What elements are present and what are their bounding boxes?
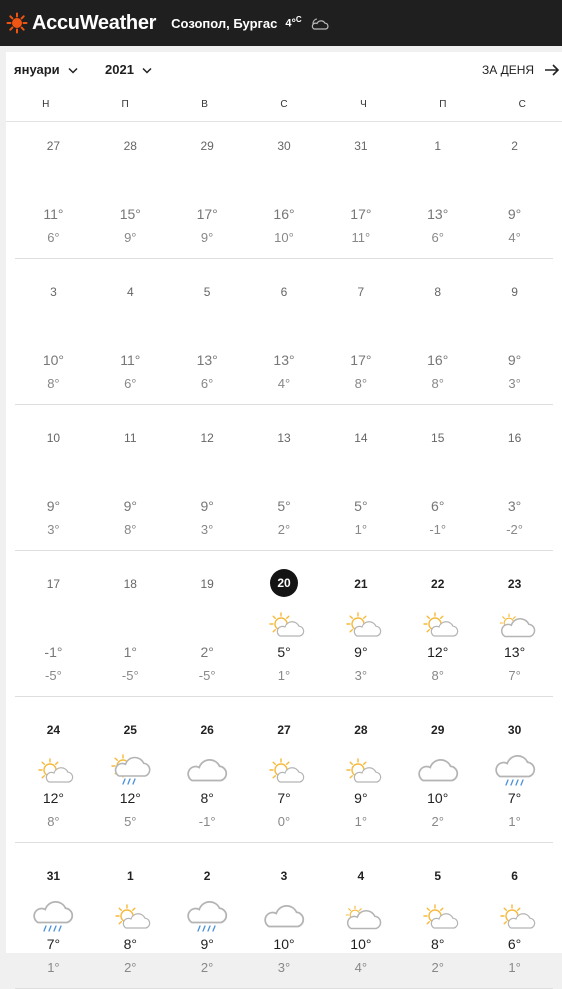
rain-icon [34,902,72,934]
day-number: 17 [46,577,61,591]
high-temperature: 5° [277,644,291,660]
calendar-day-cell[interactable] [246,852,323,988]
top-bar [0,0,562,46]
day-number: 24 [46,723,61,737]
low-temperature: 11° [351,230,371,245]
low-temperature: 1° [508,814,521,829]
day-number: 1 [434,139,442,153]
high-temperature: 13° [196,352,218,368]
calendar-day-cell[interactable] [169,852,246,988]
low-temperature: 1° [508,960,521,975]
day-number: 19 [200,577,214,591]
cloudy-icon [265,902,303,934]
high-temperature: 9° [507,352,522,368]
current-temp-unit: C [295,14,302,24]
high-temperature: 17° [350,206,372,222]
calendar-week-row [15,414,553,551]
calendar-day-cell[interactable] [15,706,92,842]
calendar-day-cell[interactable] [92,560,169,696]
day-number: 16 [507,431,522,445]
mostly-cloudy-icon [496,610,534,642]
day-number: 8 [434,285,442,299]
calendar-week-row [15,706,553,843]
high-temperature: 9° [354,644,368,660]
day-number: 31 [354,139,368,153]
low-temperature: 5° [124,814,137,829]
low-temperature: 4° [354,960,368,975]
calendar-day-cell[interactable] [399,414,476,550]
low-temperature: 2° [277,522,291,537]
low-temperature: 3° [508,376,521,391]
partly-sunny-icon [34,756,72,788]
weekday-label: Ч [360,99,367,110]
low-temperature: 8° [124,522,137,537]
calendar-day-cell[interactable] [322,122,399,258]
day-number: 4 [126,285,134,299]
low-temperature: -2° [506,522,523,537]
low-temperature: 10° [274,230,294,245]
high-temperature: 9° [46,498,61,514]
day-number: 7 [357,285,365,299]
calendar-week-row [15,268,553,405]
high-temperature: 9° [123,498,137,514]
high-temperature: 16° [427,352,449,368]
cloudy-icon [188,756,226,788]
day-number: 14 [354,431,368,445]
day-number: 22 [431,577,445,591]
day-number: 15 [431,431,445,445]
high-temperature: 17° [196,206,218,222]
low-temperature: 6° [431,230,444,245]
low-temperature: 9° [200,230,214,245]
low-temperature: 8° [431,376,444,391]
day-number: 3 [50,285,57,299]
high-temperature: 6° [431,498,445,514]
day-number: 5 [434,869,442,883]
weekday-label: Н [42,99,50,110]
low-temperature: 8° [47,376,60,391]
calendar-day-cell[interactable] [246,414,323,550]
calendar-day-cell[interactable] [399,560,476,696]
day-number: 11 [124,431,137,445]
low-temperature: 0° [277,814,291,829]
weekday-label: П [439,99,447,110]
low-temperature: -5° [198,668,216,683]
low-temperature: 6° [200,376,214,391]
accuweather-sun-logo-icon [6,12,28,34]
high-temperature: 3° [507,498,522,514]
calendar-day-cell[interactable] [169,268,246,404]
calendar-day-cell[interactable] [399,268,476,404]
day-number: 6 [511,869,518,883]
month-select-label: януари [14,62,60,77]
calendar-week-row [15,852,553,989]
low-temperature: -5° [121,668,139,683]
day-number: 6 [280,285,288,299]
arrow-right-icon[interactable] [544,63,560,82]
calendar-day-cell[interactable] [476,560,553,696]
today-day-number: 20 [270,569,298,597]
partly-sunny-icon [265,756,303,788]
calendar-day-cell[interactable] [15,852,92,988]
low-temperature: 4° [277,376,291,391]
partly-sunny-icon [111,902,149,934]
low-temperature: 1° [354,814,368,829]
calendar-day-cell[interactable] [246,560,323,696]
calendar-day-cell[interactable] [169,706,246,842]
low-temperature: 9° [124,230,137,245]
partly-sunny-icon [419,902,457,934]
calendar-week-row [15,560,553,697]
day-number: 29 [200,139,214,153]
day-number: 2 [203,869,211,883]
high-temperature: 7° [507,790,522,806]
low-temperature: 2° [200,960,214,975]
high-temperature: 5° [277,498,291,514]
low-temperature: 6° [124,376,137,391]
day-number: 5 [203,285,211,299]
calendar-day-cell[interactable] [15,414,92,550]
weekday-label: П [121,99,129,110]
calendar-controls [6,52,562,98]
low-temperature: -1° [198,814,216,829]
low-temperature: 3° [277,960,291,975]
calendar-day-cell[interactable] [476,268,553,404]
sun-showers-icon [111,756,149,788]
day-number: 30 [277,139,291,153]
high-temperature: 8° [431,936,445,952]
year-select[interactable] [105,62,152,77]
high-temperature: 11° [120,352,141,368]
day-number: 13 [277,431,291,445]
high-temperature: 13° [273,352,295,368]
day-number: 30 [507,723,522,737]
low-temperature: 8° [354,376,368,391]
calendar-day-cell[interactable] [92,268,169,404]
brand-name: AccuWeather [32,11,157,34]
high-temperature: 9° [200,498,214,514]
high-temperature: 10° [42,352,65,368]
calendar-day-cell[interactable] [246,706,323,842]
calendar-day-cell[interactable] [15,560,92,696]
calendar-day-cell[interactable] [476,706,553,842]
calendar-day-cell[interactable] [322,414,399,550]
high-temperature: 6° [507,936,522,952]
low-temperature: 4° [508,230,521,245]
high-temperature: 10° [273,936,295,952]
low-temperature: 8° [47,814,60,829]
weekday-label: С [280,99,288,110]
high-temperature: 10° [350,936,372,952]
day-number: 3 [280,869,288,883]
accuweather-logo[interactable] [6,12,156,35]
high-temperature: 10° [427,790,449,806]
low-temperature: -5° [45,668,62,683]
calendar-day-cell[interactable] [169,414,246,550]
high-temperature: 9° [507,206,522,222]
high-temperature: 13° [504,644,526,660]
calendar-day-cell[interactable] [169,122,246,258]
high-temperature: 16° [273,206,295,222]
year-select-label: 2021 [105,62,134,77]
day-number: 12 [200,431,214,445]
low-temperature: 2° [431,960,444,975]
low-temperature: 3° [200,522,214,537]
high-temperature: 12° [42,790,65,806]
day-number: 25 [123,723,137,737]
high-temperature: 9° [200,936,214,952]
weekday-header [6,99,562,119]
high-temperature: 1° [123,644,137,660]
low-temperature: 2° [431,814,444,829]
calendar-day-cell[interactable] [246,268,323,404]
partly-sunny-icon [419,610,457,642]
day-number: 27 [277,723,291,737]
high-temperature: 8° [200,790,214,806]
day-number: 31 [46,869,61,883]
day-number: 28 [123,139,137,153]
calendar-panel [6,52,562,975]
high-temperature: 15° [119,206,141,222]
current-temp-value: 4° [285,17,296,30]
calendar-week-row [15,122,553,259]
weekday-label: В [201,99,208,110]
high-temperature: 7° [277,790,291,806]
mostly-cloudy-night-icon [308,15,330,31]
location-name[interactable]: Созопол, Бургас [171,15,278,31]
high-temperature: -1° [44,644,63,660]
low-temperature: 1° [47,960,60,975]
low-temperature: 8° [431,668,444,683]
calendar-day-cell[interactable] [399,706,476,842]
cloudy-icon [419,756,457,788]
partly-sunny-icon [342,610,380,642]
rain-icon [188,902,226,934]
day-number: 18 [123,577,137,591]
calendar-day-cell[interactable] [399,852,476,988]
low-temperature: 6° [47,230,60,245]
high-temperature: 11° [43,206,64,222]
day-number: 29 [431,723,445,737]
low-temperature: 2° [124,960,137,975]
partly-sunny-icon [496,902,534,934]
calendar-day-cell[interactable] [476,414,553,550]
day-number: 21 [354,577,368,591]
calendar-day-cell[interactable] [322,560,399,696]
calendar-day-cell[interactable] [92,414,169,550]
partly-sunny-icon [265,610,303,642]
low-temperature: 7° [508,668,521,683]
partly-sunny-icon [342,756,380,788]
calendar-day-cell[interactable] [322,268,399,404]
low-temperature: 3° [354,668,368,683]
calendar-day-cell[interactable] [92,706,169,842]
chevron-down-icon [142,62,152,77]
day-number: 27 [46,139,61,153]
high-temperature: 2° [200,644,214,660]
chevron-down-icon [68,62,78,77]
calendar-day-cell[interactable] [15,122,92,258]
day-number: 2 [511,139,518,153]
day-number: 4 [357,869,365,883]
high-temperature: 5° [354,498,368,514]
calendar-day-cell[interactable] [246,122,323,258]
current-temperature[interactable] [285,15,301,30]
high-temperature: 12° [119,790,141,806]
day-number: 9 [511,285,518,299]
calendar-day-cell[interactable] [322,852,399,988]
rain-icon [496,756,534,788]
low-temperature: -1° [429,522,447,537]
calendar-day-cell[interactable] [399,122,476,258]
weekday-label: С [518,99,526,110]
day-number: 1 [126,869,134,883]
month-select[interactable] [14,62,78,77]
calendar-day-cell[interactable] [92,122,169,258]
calendar-day-cell[interactable] [92,852,169,988]
low-temperature: 1° [354,522,368,537]
day-number: 28 [354,723,368,737]
high-temperature: 13° [427,206,449,222]
high-temperature: 7° [46,936,61,952]
day-number: 26 [200,723,214,737]
calendar-day-cell[interactable] [476,122,553,258]
high-temperature: 12° [427,644,449,660]
day-number: 23 [507,577,522,591]
calendar-day-cell[interactable] [476,852,553,988]
high-temperature: 8° [123,936,137,952]
calendar-day-cell[interactable] [169,560,246,696]
mostly-cloudy-icon [342,902,380,934]
low-temperature: 1° [277,668,291,683]
high-temperature: 17° [350,352,372,368]
daily-forecast-link[interactable]: ЗА ДЕНЯ [482,63,535,77]
day-number: 10 [46,431,61,445]
low-temperature: 3° [47,522,60,537]
calendar-day-cell[interactable] [322,706,399,842]
calendar-day-cell[interactable] [15,268,92,404]
high-temperature: 9° [354,790,368,806]
